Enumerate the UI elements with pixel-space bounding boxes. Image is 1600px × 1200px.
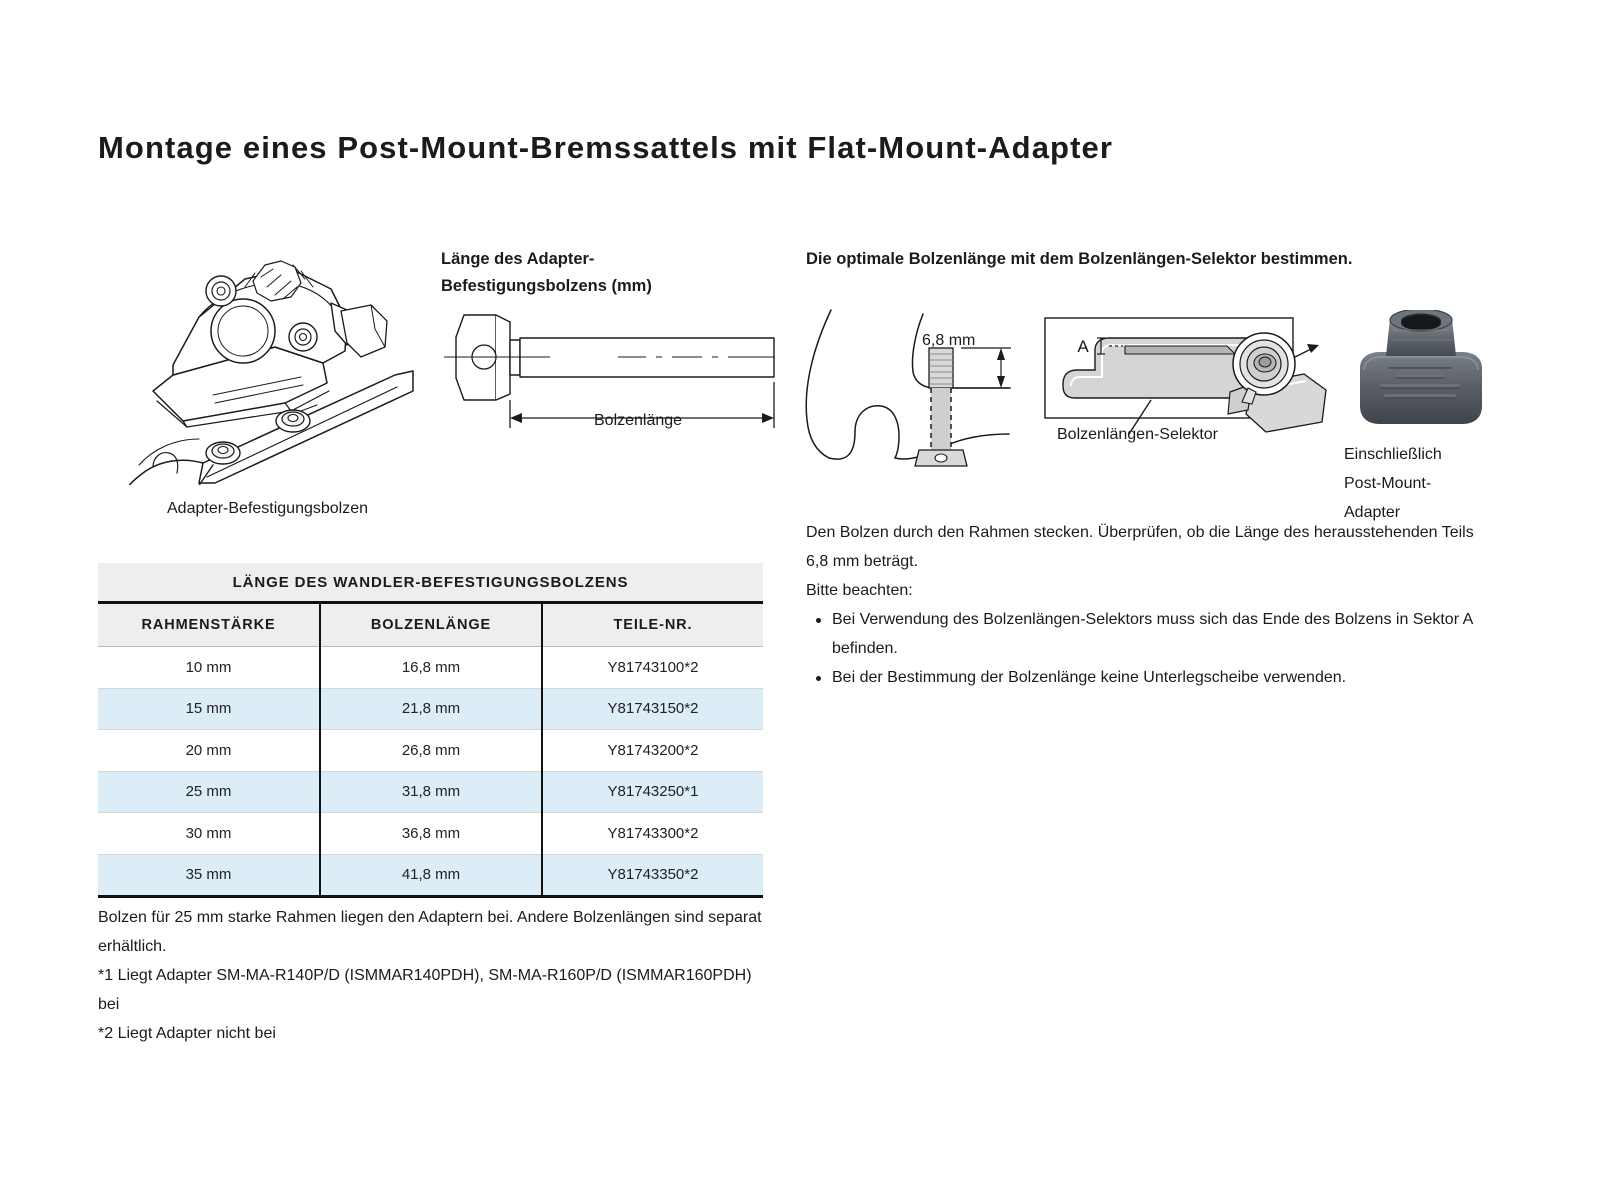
heading-bolt-length-line2: Befestigungsbolzens (mm) xyxy=(441,277,652,295)
table-footnotes xyxy=(98,903,763,1048)
caliper-callout-label: Adapter-Befestigungsbolzen xyxy=(167,500,369,517)
post-mount-adapter-part xyxy=(1330,310,1510,435)
table-row xyxy=(98,688,763,730)
cell-part-number: Y81743200*2 xyxy=(542,730,763,772)
protrusion-dimension-label: 6,8 mm xyxy=(922,332,976,349)
selector-part-label: Bolzenlängen-Selektor xyxy=(1057,426,1218,443)
bolt-length-table xyxy=(98,563,763,898)
cell-frame-thickness: 10 mm xyxy=(98,647,320,689)
heading-selector: Die optimale Bolzenlänge mit dem Bolzenlängen-Selektor bestimmen. xyxy=(806,250,1353,268)
selector-bolt-head-inset xyxy=(1208,318,1330,436)
caliper-illustration xyxy=(95,225,415,485)
cell-bolt-length: 36,8 mm xyxy=(320,813,542,855)
instruction-paragraph: Den Bolzen durch den Rahmen stecken. Überprüfen, ob die Länge des herausstehenden Teils 6,8 mm beträgt. xyxy=(806,524,1474,570)
heading-bolt-length xyxy=(441,246,761,300)
cell-part-number: Y81743100*2 xyxy=(542,647,763,689)
cell-bolt-length: 16,8 mm xyxy=(320,647,542,689)
adapter-caption-line2: Post-Mount- xyxy=(1344,475,1432,492)
table-title-row xyxy=(98,563,763,603)
column-header-part-number: TEILE-NR. xyxy=(542,603,763,647)
footnote-general: Bolzen für 25 mm starke Rahmen liegen den Adaptern bei. Andere Bolzenlängen sind separat erhältlich. xyxy=(98,909,762,955)
cell-frame-thickness: 15 mm xyxy=(98,688,320,730)
cell-frame-thickness: 30 mm xyxy=(98,813,320,855)
cell-part-number: Y81743150*2 xyxy=(542,688,763,730)
table-row xyxy=(98,854,763,897)
table-row xyxy=(98,730,763,772)
instruction-bullet: Bei der Bestimmung der Bolzenlänge keine Unterlegscheibe verwenden. xyxy=(832,663,1496,692)
cell-bolt-length: 41,8 mm xyxy=(320,854,542,897)
instruction-note-lead: Bitte beachten: xyxy=(806,582,913,599)
cell-part-number: Y81743350*2 xyxy=(542,854,763,897)
table-title: LÄNGE DES WANDLER-BEFESTIGUNGSBOLZENS xyxy=(98,563,763,603)
footnote-star-1: *1 Liegt Adapter SM-MA-R140P/D (ISMMAR140PDH), SM-MA-R160P/D (ISMMAR160PDH) bei xyxy=(98,967,752,1013)
bolt-length-dimension-label: Bolzenlänge xyxy=(594,412,683,429)
cell-frame-thickness: 35 mm xyxy=(98,854,320,897)
page-title: Montage eines Post-Mount-Bremssattels mit Flat-Mount-Adapter xyxy=(98,130,1113,165)
adapter-caption-line3: Adapter xyxy=(1344,504,1401,521)
instructions-block xyxy=(806,518,1496,692)
cell-bolt-length: 21,8 mm xyxy=(320,688,542,730)
footnote-star-2: *2 Liegt Adapter nicht bei xyxy=(98,1025,276,1042)
table-row xyxy=(98,771,763,813)
cell-part-number: Y81743300*2 xyxy=(542,813,763,855)
table-row xyxy=(98,813,763,855)
sector-a-marker: A xyxy=(1077,337,1089,356)
cell-bolt-length: 26,8 mm xyxy=(320,730,542,772)
table-row xyxy=(98,647,763,689)
column-header-frame-thickness: RAHMENSTÄRKE xyxy=(98,603,320,647)
cell-frame-thickness: 20 mm xyxy=(98,730,320,772)
column-header-bolt-length: BOLZENLÄNGE xyxy=(320,603,542,647)
adapter-caption xyxy=(1344,440,1514,527)
cell-frame-thickness: 25 mm xyxy=(98,771,320,813)
cell-bolt-length: 31,8 mm xyxy=(320,771,542,813)
table-header-row xyxy=(98,603,763,647)
instruction-bullet: Bei Verwendung des Bolzenlängen-Selektors muss sich das Ende des Bolzens in Sektor A befinden. xyxy=(832,605,1496,663)
instruction-bullet-list xyxy=(806,605,1496,692)
adapter-caption-line1: Einschließlich xyxy=(1344,446,1442,463)
heading-bolt-length-line1: Länge des Adapter- xyxy=(441,250,595,268)
cell-part-number: Y81743250*1 xyxy=(542,771,763,813)
